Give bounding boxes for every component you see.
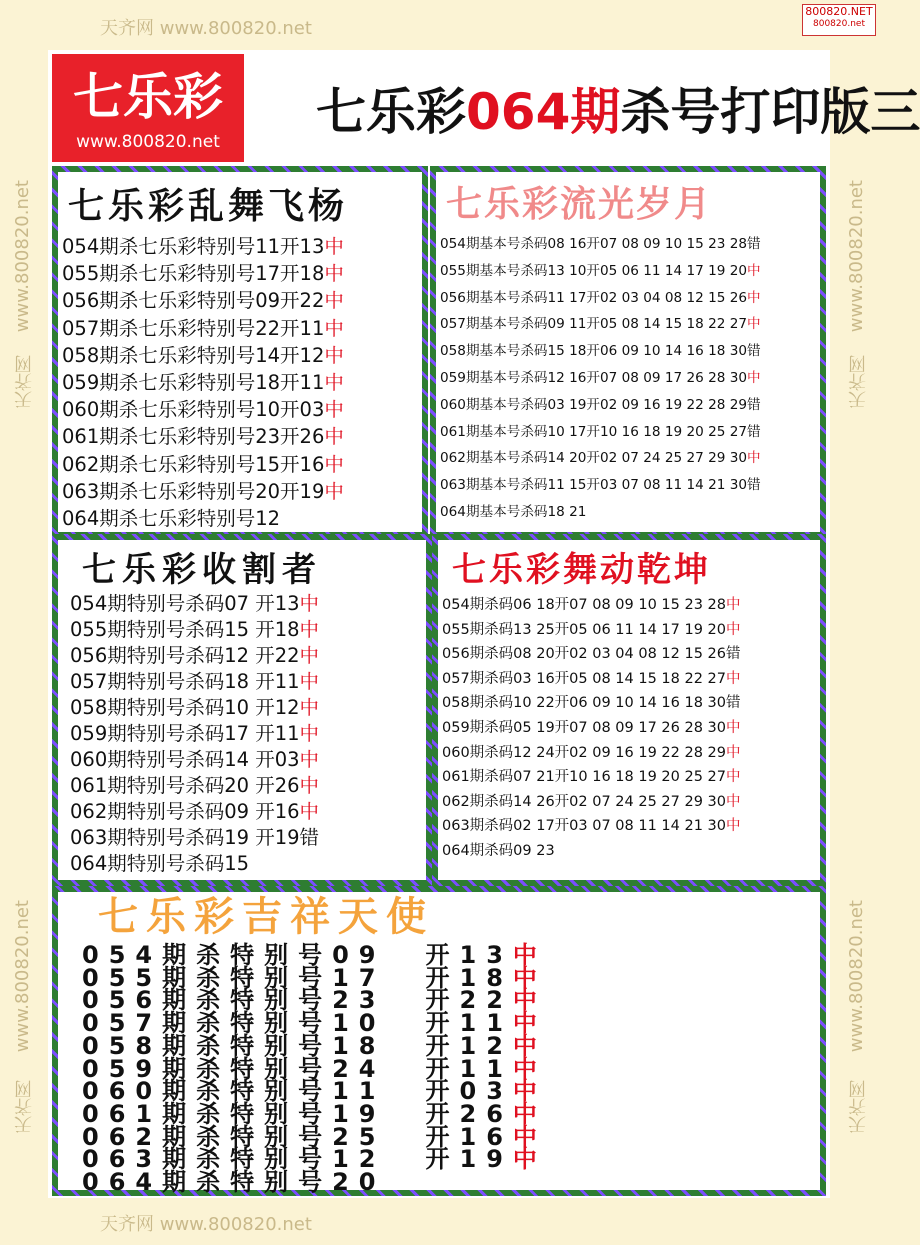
panel-liuguang <box>430 166 826 538</box>
panel-jixiang-rows <box>58 941 820 1197</box>
table-row <box>436 365 820 392</box>
row-result: 中 <box>299 644 320 667</box>
corner-badge-line1: 800820.NET <box>805 5 873 18</box>
table-row <box>438 790 820 815</box>
row-text: 056期特别号杀码12 开22 <box>70 644 300 667</box>
row-text: 062期杀特别号25 <box>82 1122 386 1151</box>
title-suffix: 杀号打印版三 <box>620 83 920 141</box>
row-text: 062期杀码14 26开02 07 24 25 27 29 30 <box>442 793 726 810</box>
panel-wudong-rows <box>438 593 820 864</box>
table-row <box>58 669 426 695</box>
row-text: 060期杀特别号11 <box>82 1077 386 1106</box>
corner-badge[interactable] <box>802 4 876 36</box>
row-text: 064期特别号杀码15 <box>70 852 250 875</box>
row-text: 057期杀特别号10 <box>82 1009 386 1038</box>
left-watermark-brand-2: 天齐网 <box>14 1080 35 1134</box>
row-text: 057期特别号杀码18 开11 <box>70 670 300 693</box>
row-result: 错 <box>747 423 761 440</box>
row-result: 中 <box>512 1009 547 1038</box>
row-text: 059期杀七乐彩特别号18开11 <box>62 371 325 395</box>
table-row <box>436 392 820 419</box>
row-result: 中 <box>726 818 741 835</box>
row-result: 中 <box>512 1099 547 1128</box>
row-result: 错 <box>747 343 761 360</box>
row-text: 054期基本号杀码08 16开07 08 09 10 15 23 28 <box>440 236 748 252</box>
row-text: 059期杀特别号24 <box>82 1054 386 1083</box>
row-text: 056期基本号杀码11 17开02 03 04 08 12 15 26 <box>440 289 748 306</box>
row-text: 054期杀七乐彩特别号11开13 <box>62 235 325 258</box>
row-text: 061期特别号杀码20 开26 <box>70 774 300 797</box>
row-text: 056期杀七乐彩特别号09开22 <box>62 289 325 313</box>
table-row <box>438 716 820 741</box>
row-text: 060期杀码12 24开02 09 16 19 22 28 29 <box>442 744 726 761</box>
table-row <box>436 445 820 472</box>
row-open: 开26 <box>425 1099 513 1128</box>
row-text: 063期基本号杀码11 15开03 07 08 11 14 21 30 <box>440 477 748 494</box>
row-open: 开13 <box>425 941 513 969</box>
row-text: 056期杀码08 20开02 03 04 08 12 15 26 <box>442 646 726 663</box>
row-result: 中 <box>726 744 741 761</box>
table-row <box>438 667 820 692</box>
table-row <box>58 451 422 478</box>
table-row <box>436 258 820 285</box>
table-row <box>58 287 422 314</box>
row-result: 中 <box>512 941 547 969</box>
row-text: 063期杀七乐彩特别号20开19 <box>62 479 325 503</box>
row-result: 中 <box>324 398 344 422</box>
table-row <box>436 472 820 499</box>
row-result: 中 <box>324 262 344 286</box>
row-result: 中 <box>299 696 320 719</box>
row-result: 中 <box>324 235 344 258</box>
row-text: 058期特别号杀码10 开12 <box>70 696 300 719</box>
table-row <box>58 233 422 260</box>
row-text: 061期杀码07 21开10 16 18 19 20 25 27 <box>442 769 726 786</box>
row-text: 059期基本号杀码12 16开07 08 09 17 26 28 30 <box>440 369 748 386</box>
row-text: 064期杀码09 23 <box>442 842 555 859</box>
row-text: 062期杀七乐彩特别号15开16 <box>62 452 325 476</box>
row-text: 058期杀七乐彩特别号14开12 <box>62 343 325 367</box>
row-result: 错 <box>747 236 761 252</box>
panel-wudong-title: 七乐彩舞动乾坤 <box>452 550 711 590</box>
panel-wudong <box>432 534 826 886</box>
top-watermark: 天齐网 www.800820.net <box>100 18 312 39</box>
title-issue: 064期 <box>466 83 621 141</box>
right-watermark-url-2: www.800820.net <box>846 900 867 1053</box>
right-watermark-url-1: www.800820.net <box>846 180 867 333</box>
row-text: 061期基本号杀码10 17开10 16 18 19 20 25 27 <box>440 423 748 440</box>
table-row <box>438 618 820 643</box>
title-prefix: 七乐彩 <box>316 83 466 141</box>
row-open: 开11 <box>425 1009 513 1038</box>
row-text: 057期基本号杀码09 11开05 08 14 15 18 22 27 <box>440 316 748 333</box>
panel-liuguang-title: 七乐彩流光岁月 <box>446 184 713 225</box>
row-result: 中 <box>512 963 547 992</box>
row-text: 058期杀码10 22开06 09 10 14 16 18 30 <box>442 695 726 712</box>
table-row <box>58 851 426 877</box>
right-watermark-brand-2: 天齐网 <box>848 1080 869 1134</box>
row-result: 中 <box>726 769 741 786</box>
row-text: 057期杀码03 16开05 08 14 15 18 22 27 <box>442 670 726 687</box>
row-open: 开03 <box>425 1077 513 1106</box>
panel-luanwu <box>52 166 428 538</box>
row-result: 中 <box>747 262 761 279</box>
panel-liuguang-rows <box>436 231 820 526</box>
left-watermark-url-2: www.800820.net <box>12 900 33 1053</box>
table-row <box>436 231 820 258</box>
corner-badge-line2: 800820.net <box>813 19 865 29</box>
row-result: 中 <box>299 748 320 771</box>
row-text: 060期基本号杀码03 19开02 09 16 19 22 28 29 <box>440 396 748 413</box>
row-text: 054期杀码06 18开07 08 09 10 15 23 28 <box>442 597 726 613</box>
row-open: 开16 <box>425 1122 513 1151</box>
row-text: 055期基本号杀码13 10开05 06 11 14 17 19 20 <box>440 262 748 279</box>
row-result: 中 <box>324 425 344 449</box>
table-row <box>58 369 422 396</box>
row-text: 055期杀七乐彩特别号17开18 <box>62 262 325 286</box>
row-text: 063期杀特别号12 <box>82 1145 386 1174</box>
row-result: 中 <box>299 800 320 823</box>
row-text: 059期特别号杀码17 开11 <box>70 722 300 745</box>
header <box>48 50 920 164</box>
row-result: 中 <box>512 1077 547 1106</box>
table-row <box>58 423 422 450</box>
table-row <box>438 642 820 667</box>
row-result: 错 <box>726 646 741 663</box>
row-open: 开19 <box>425 1145 513 1174</box>
row-open: 开18 <box>425 963 513 992</box>
row-result: 中 <box>512 1122 547 1151</box>
table-row <box>438 839 820 864</box>
table-row <box>58 617 426 643</box>
row-text: 061期杀特别号19 <box>82 1099 386 1128</box>
table-row <box>436 419 820 446</box>
row-result: 中 <box>747 369 761 386</box>
row-text: 059期杀码05 19开07 08 09 17 26 28 30 <box>442 719 726 736</box>
row-text: 055期杀特别号17 <box>82 963 386 992</box>
row-result: 中 <box>726 793 741 810</box>
row-result: 中 <box>324 479 344 503</box>
table-row <box>438 741 820 766</box>
panel-luanwu-rows <box>58 233 422 532</box>
table-row <box>58 721 426 747</box>
row-result: 错 <box>747 477 761 494</box>
row-text: 055期特别号杀码15 开18 <box>70 618 300 641</box>
table-row <box>58 315 422 342</box>
row-result: 中 <box>299 722 320 745</box>
row-result: 中 <box>512 986 547 1015</box>
row-result: 中 <box>747 316 761 333</box>
page-title <box>316 72 920 144</box>
logo-url: www.800820.net <box>76 132 220 152</box>
table-row <box>58 643 426 669</box>
row-open: 开11 <box>425 1054 513 1083</box>
table-row <box>436 311 820 338</box>
row-result: 错 <box>747 396 761 413</box>
row-result: 中 <box>299 774 320 797</box>
row-result: 中 <box>726 719 741 736</box>
row-result: 中 <box>324 452 344 476</box>
table-row <box>436 499 820 526</box>
row-text: 061期杀七乐彩特别号23开26 <box>62 425 325 449</box>
row-result: 中 <box>512 1054 547 1083</box>
row-text: 056期杀特别号23 <box>82 986 386 1015</box>
row-text: 063期杀码02 17开03 07 08 11 14 21 30 <box>442 818 726 835</box>
table-row <box>58 773 426 799</box>
table-row <box>58 342 422 369</box>
row-result: 中 <box>747 289 761 306</box>
table-row <box>58 825 426 851</box>
table-row <box>58 505 422 532</box>
logo <box>52 54 244 162</box>
table-row <box>438 765 820 790</box>
table-row <box>436 338 820 365</box>
row-result: 中 <box>726 621 741 638</box>
table-row <box>438 593 820 618</box>
table-row <box>58 799 426 825</box>
panel-shouge <box>52 534 432 886</box>
panel-jixiang <box>52 886 826 1196</box>
table-row <box>438 814 820 839</box>
row-result: 中 <box>512 1145 547 1174</box>
row-text: 062期特别号杀码09 开16 <box>70 800 300 823</box>
row-result: 中 <box>324 371 344 395</box>
row-text: 058期基本号杀码15 18开06 09 10 14 16 18 30 <box>440 343 748 360</box>
row-text: 054期杀特别号09 <box>82 941 386 969</box>
panel-shouge-title: 七乐彩收割者 <box>82 550 322 590</box>
row-result: 错 <box>299 826 320 849</box>
table-row <box>58 747 426 773</box>
row-result: 中 <box>299 592 320 615</box>
table-row <box>436 285 820 312</box>
row-result: 中 <box>512 1031 547 1060</box>
row-text: 062期基本号杀码14 20开02 07 24 25 27 29 30 <box>440 450 748 467</box>
table-row <box>438 691 820 716</box>
row-result: 中 <box>726 597 741 613</box>
row-result: 中 <box>299 670 320 693</box>
row-text: 060期杀七乐彩特别号10开03 <box>62 398 325 422</box>
row-text: 055期杀码13 25开05 06 11 14 17 19 20 <box>442 621 726 638</box>
row-open: 开12 <box>425 1031 513 1060</box>
panel-jixiang-title: 七乐彩吉祥天使 <box>98 894 434 940</box>
table-row <box>58 396 422 423</box>
right-watermark-brand-1: 天齐网 <box>848 355 869 409</box>
row-text: 060期特别号杀码14 开03 <box>70 748 300 771</box>
row-result: 中 <box>299 618 320 641</box>
panel-luanwu-title: 七乐彩乱舞飞杨 <box>68 185 349 227</box>
panel-shouge-rows <box>58 591 426 877</box>
left-watermark-url-1: www.800820.net <box>12 180 33 333</box>
bottom-watermark: 天齐网 www.800820.net <box>100 1214 312 1235</box>
row-text: 057期杀七乐彩特别号22开11 <box>62 316 325 340</box>
row-text: 063期特别号杀码19 开19 <box>70 826 300 849</box>
table-row <box>58 260 422 287</box>
row-result: 中 <box>324 343 344 367</box>
table-row <box>58 695 426 721</box>
table-row <box>58 1168 820 1197</box>
row-open: 开22 <box>425 986 513 1015</box>
table-row <box>58 478 422 505</box>
row-result: 中 <box>324 289 344 313</box>
row-text: 064期基本号杀码18 21 <box>440 503 587 520</box>
row-text: 054期特别号杀码07 开13 <box>70 592 300 615</box>
row-text: 064期杀特别号20 <box>82 1168 386 1197</box>
row-result: 中 <box>324 316 344 340</box>
row-result: 中 <box>747 450 761 467</box>
left-watermark-brand-1: 天齐网 <box>14 355 35 409</box>
logo-text: 七乐彩 <box>73 68 223 126</box>
table-row <box>58 591 426 617</box>
row-result: 中 <box>726 670 741 687</box>
row-result: 错 <box>726 695 741 712</box>
row-text: 064期杀七乐彩特别号12 <box>62 507 281 531</box>
row-text: 058期杀特别号18 <box>82 1031 386 1060</box>
